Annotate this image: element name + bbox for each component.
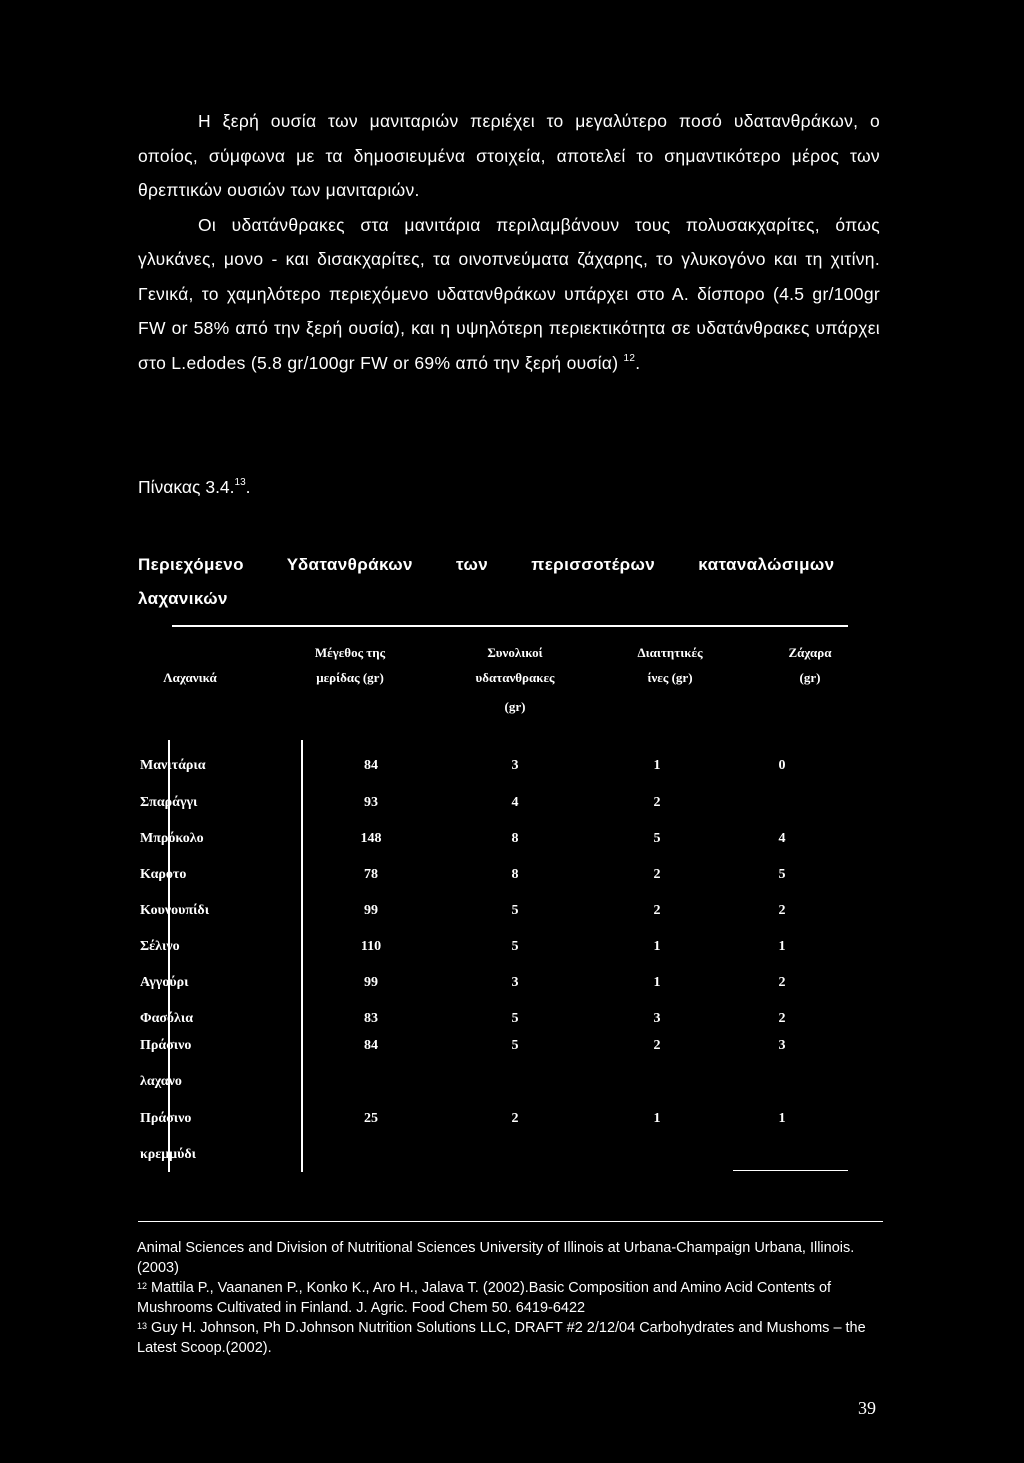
row-portion: 93	[364, 795, 378, 810]
row-name-line2: λαχανο	[140, 1074, 182, 1089]
row-sugar: 2	[778, 1011, 786, 1026]
row-total: 5	[511, 1011, 519, 1026]
row-sugar: 3	[778, 1038, 786, 1053]
row-name: Σέλινο	[140, 939, 180, 954]
row-sugar: 4	[778, 831, 786, 846]
footnote-source: Animal Sciences and Division of Nutritional Sciences University of Illinois at Urbana-Champaign Urbana, Illinois.(2003)	[137, 1240, 855, 1276]
row-portion: 25	[364, 1111, 378, 1126]
row-sugar: 1	[778, 939, 786, 954]
row-fiber: 1	[653, 939, 661, 954]
row-name-line2: κρεμμύδι	[140, 1147, 196, 1162]
row-fiber: 5	[653, 831, 661, 846]
footnote-separator	[138, 1221, 883, 1222]
header-total-carbs: Συνολικοί υδατανθρακες (gr)	[475, 645, 555, 714]
row-portion: 110	[360, 939, 382, 954]
row-total: 5	[511, 1038, 519, 1053]
table-column-divider	[301, 740, 303, 1172]
footnote-ref-12: 12	[623, 352, 636, 364]
row-fiber: 1	[653, 975, 661, 990]
row-sugar: 2	[778, 975, 786, 990]
row-name: Αγγούρι	[140, 975, 189, 990]
row-sugar: 1	[778, 1111, 786, 1126]
row-name: Κουνουπίδι	[140, 903, 210, 918]
row-sugar: 5	[778, 867, 786, 882]
header-vegetables: Λαχανικά	[163, 670, 217, 685]
header-dietary-fiber: Διαιτητικές ίνες (gr)	[637, 645, 703, 685]
row-total: 3	[511, 758, 519, 773]
row-portion: 84	[364, 758, 378, 773]
row-sugar	[727, 785, 837, 821]
row-portion: 78	[364, 867, 378, 882]
row-name: Καροτο	[140, 867, 187, 882]
row-total: 4	[511, 795, 519, 810]
table-top-rule	[172, 625, 848, 627]
header-sugars: Ζάχαρα (gr)	[788, 645, 832, 685]
row-fiber: 3	[653, 1011, 661, 1026]
table-caption: Πίνακας 3.4.13.	[138, 477, 251, 497]
paragraph-part-1: Η ξερή ουσία των μανιταριών περιέχει το μεγαλύτερο ποσό υδατανθράκων, ο οποίος, σύμφωνα με τα δημοσιευμένα στοιχεία, αποτελεί το σημαντικότερο μέρος των θρεπτικών ουσιών των μανιταριών.	[138, 111, 880, 200]
row-name: Μανιτάρια	[140, 758, 206, 773]
row-portion: 148	[360, 831, 382, 846]
row-total: 8	[511, 831, 519, 846]
row-total: 8	[511, 867, 519, 882]
footnotes	[137, 1238, 877, 1358]
row-fiber: 1	[653, 758, 661, 773]
row-name-line1: Πράσινο	[140, 1038, 192, 1053]
row-portion: 84	[364, 1038, 378, 1053]
footnote-13: $^{13}$ Guy H. Johnson, Ph D.Johnson Nutrition Solutions LLC, DRAFT #2 2/12/04 Carbohydrates and Mushoms – the Latest Scoop.(2002).	[137, 1320, 866, 1356]
row-portion: 99	[364, 975, 378, 990]
row-total: 5	[511, 939, 519, 954]
row-name: Φασόλια	[140, 1011, 194, 1026]
footnote-ref-13: 13	[234, 477, 246, 488]
table-title: Περιεχόμενο Υδατανθράκων των περισσοτέρων καταναλώσιμων λαχανικών	[138, 555, 835, 608]
row-fiber: 2	[653, 1038, 661, 1053]
row-name: Μπρόκολο	[140, 831, 204, 846]
row-fiber: 2	[653, 795, 661, 810]
page-number: 39	[858, 1398, 876, 1418]
row-name: Σπαράγγι	[140, 795, 198, 810]
row-total: 3	[511, 975, 519, 990]
row-total: 2	[511, 1111, 519, 1126]
body-paragraph: Η ξερή ουσία των μανιταριών περιέχει το μεγαλύτερο ποσό υδατανθράκων, ο οποίος, σύμφωνα με τα δημοσιευμένα στοιχεία, αποτελεί το σημαντικότερο μέρος των θρεπτικών ουσιών των μανιταριών. Οι υδατάνθρακες στα μανιτάρια περιλαμβάνουν τους πολυσακχαρίτες, όπως γλυκάνες, μονο - και δισακχαρίτες, τα οινοπνεύματα ζάχαρης, το γλυκογόνο και τη χιτίνη. Γενικά, το χαμηλότερο περιεχόμενο υδατανθράκων υπάρχει στο Α. δίσπορο (4.5 gr/100gr FW or 58% από την ξερή ουσία), και η υψηλότερη περιεκτικότητα σε υδατάνθρακες υπάρχει στο L.edodes (5.8 gr/100gr FW or 69% από την ξερή ουσία) $^{12}$.	[138, 111, 880, 373]
row-sugar: 2	[778, 903, 786, 918]
row-portion: 99	[364, 903, 378, 918]
row-portion: 83	[364, 1011, 378, 1026]
row-name-line1: Πράσινο	[140, 1111, 192, 1126]
paragraph-part-2: Οι υδατάνθρακες στα μανιτάρια περιλαμβάνουν τους πολυσακχαρίτες, όπως γλυκάνες, μονο - και δισακχαρίτες, τα οινοπνεύματα ζάχαρης, το γλυκογόνο και τη χιτίνη. Γενικά, το χαμηλότερο περιεχόμενο υδατανθράκων υπάρχει στο Α. δίσπορο (4.5 gr/100gr FW or 58% από την ξερή ουσία), και η υψηλότερη περιεκτικότητα σε υδατάνθρακες υπάρχει στο L.edodes (5.8 gr/100gr FW or 69% από την ξερή ουσία)	[138, 214, 880, 373]
row-sugar: 0	[778, 758, 786, 773]
row-fiber: 2	[653, 867, 661, 882]
header-portion-size: Μέγεθος της μερίδας (gr)	[314, 645, 386, 685]
row-total: 5	[511, 903, 519, 918]
table-bottom-rule	[733, 1170, 848, 1171]
row-fiber: 2	[653, 903, 661, 918]
footnote-12: $^{12}$ Mattila P., Vaananen P., Konko K., Aro H., Jalava T. (2002).Basic Composition and Amino Acid Contents of Mushrooms Cultivated in Finland. J. Agric. Food Chem 50. 6419-6422	[137, 1280, 832, 1316]
row-fiber: 1	[653, 1111, 661, 1126]
